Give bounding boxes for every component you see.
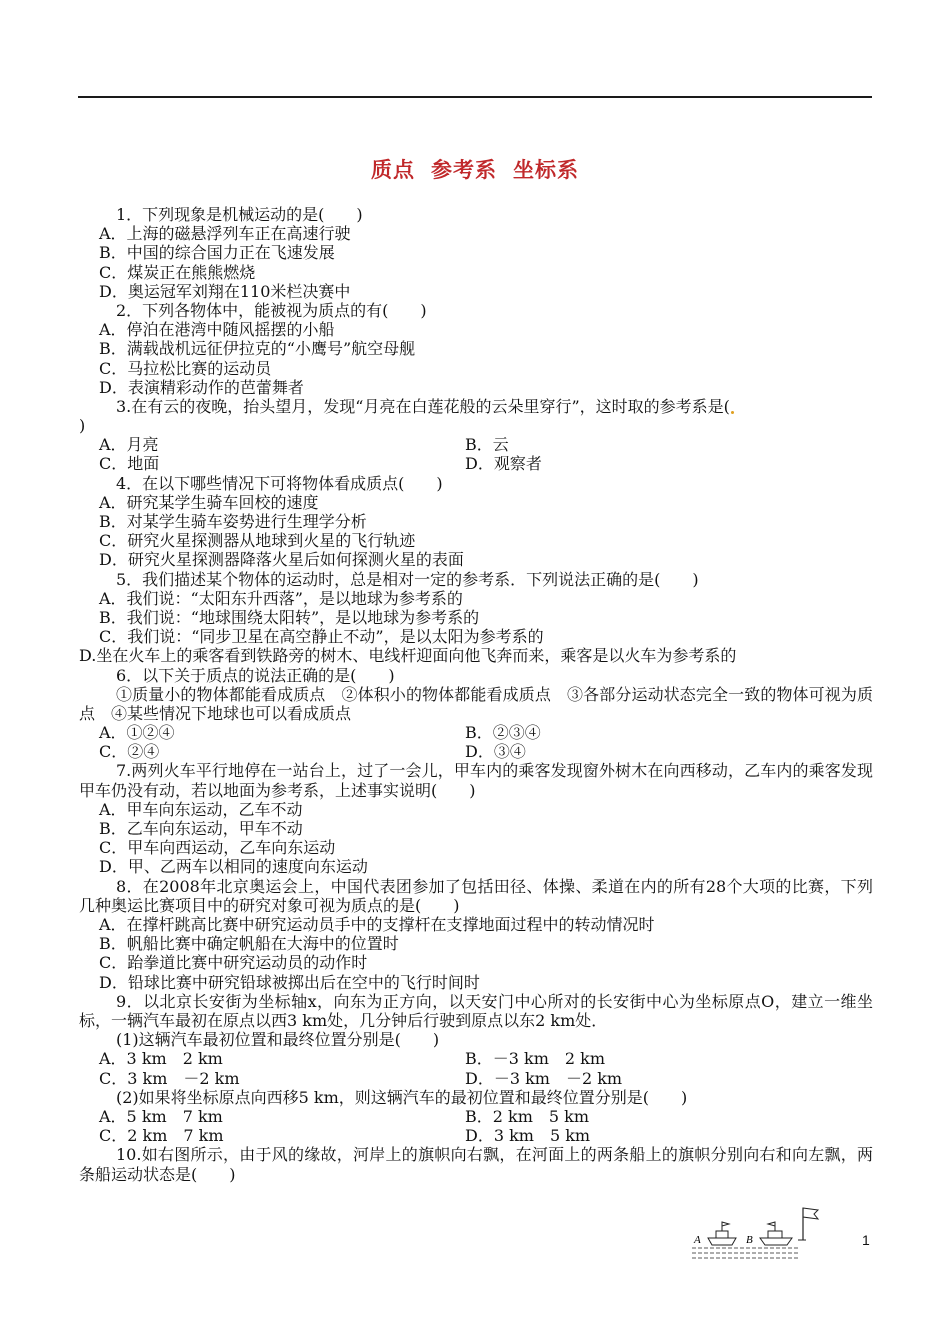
q6-option-b: B．②③④ xyxy=(465,723,541,743)
q6-option-d: D．③④ xyxy=(465,742,526,762)
q9-sub1-row-2 xyxy=(79,1069,873,1088)
q4-option-a: A．研究某学生骑车回校的速度 xyxy=(99,492,319,512)
q10-stem: 10.如右图所示，由于风的缘故，河岸上的旗帜向右飘，在河面上的两条船上的旗帜分别向右和向左飘，两条船运动状态是( ) xyxy=(79,1145,873,1184)
q8-option-a: A．在撑杆跳高比赛中研究运动员手中的支撑杆在支撑地面过程中的转动情况时 xyxy=(99,915,655,935)
boat-a-hull xyxy=(708,1238,736,1245)
q8-option-d: D．铅球比赛中研究铅球被掷出后在空中的飞行时间时 xyxy=(99,972,480,992)
boat-b-cabin xyxy=(768,1231,782,1238)
q6-options-row-2 xyxy=(79,742,873,761)
boat-a-label: A xyxy=(694,1234,701,1246)
page-number: 1 xyxy=(862,1232,870,1248)
q3-option-c: C．地面 xyxy=(99,454,160,474)
q1-option-c: C．煤炭正在熊熊燃烧 xyxy=(99,262,256,282)
q9-sub1-option-d: D．－3 km －2 km xyxy=(465,1068,623,1088)
q3-stem-text: 3.在有云的夜晚，抬头望月，发现“月亮在白莲花般的云朵里穿行”，这时取的参考系是( xyxy=(116,396,730,416)
question-list xyxy=(79,205,873,1184)
q2-option-b: B．满载战机远征伊拉克的“小鹰号”航空母舰 xyxy=(99,339,416,359)
q3-option-b: B．云 xyxy=(465,435,509,455)
q6-statements: ①质量小的物体都能看成质点 ②体积小的物体都能看成质点 ③各部分运动状态完全一致的物体可视为质点 ④某些情况下地球也可以看成质点 xyxy=(79,684,873,723)
q9-sub1-option-a: A．3 km 2 km xyxy=(99,1049,223,1069)
q4-option-d: D．研究火星探测器降落火星后如何探测火星的表面 xyxy=(99,550,464,570)
boats-flag-figure xyxy=(690,1200,830,1262)
q1-stem: 1．下列现象是机械运动的是( ) xyxy=(116,205,363,224)
q7-option-d: D．甲、乙两车以相同的速度向东运动 xyxy=(99,857,368,877)
q2-option-d: D．表演精彩动作的芭蕾舞者 xyxy=(99,377,304,397)
boats-flag-diagram xyxy=(690,1200,830,1262)
q8-option-c: C．跆拳道比赛中研究运动员的动作时 xyxy=(99,953,368,973)
q3-stem xyxy=(79,397,873,416)
q6-option-c: C．②④ xyxy=(99,742,160,762)
header-rule xyxy=(78,96,872,98)
q9-sub1-option-b: B．－3 km 2 km xyxy=(465,1049,606,1069)
boat-a-flag-icon xyxy=(722,1222,729,1226)
q3-options-row-1 xyxy=(79,435,873,454)
q6-options-row-1 xyxy=(79,723,873,742)
q9-sub2-option-a: A．5 km 7 km xyxy=(99,1106,223,1126)
q8-stem: 8．在2008年北京奥运会上，中国代表团参加了包括田径、体操、柔道在内的所有28个大项的比赛，下列几种奥运比赛项目中的研究对象可视为质点的是( ) xyxy=(79,876,873,915)
boat-b-flag-icon xyxy=(768,1222,775,1226)
title-part-1: 质点 xyxy=(371,158,415,182)
q7-stem: 7.两列火车平行地停在一站台上，过了一会儿，甲车内的乘客发现窗外树木在向西移动，乙车内的乘客发现甲车仍没有动，若以地面为参考系，上述事实说明( ) xyxy=(79,761,873,800)
q3-options-row-2 xyxy=(79,454,873,473)
mark-dot xyxy=(731,411,734,414)
q7-option-b: B．乙车向东运动，甲车不动 xyxy=(99,819,303,839)
q3-option-d: D．观察者 xyxy=(465,454,542,474)
q1-option-a: A．上海的磁悬浮列车正在高速行驶 xyxy=(99,224,351,244)
title-part-3: 坐标系 xyxy=(513,158,579,182)
q2-stem: 2．下列各物体中，能被视为质点的有( ) xyxy=(116,300,427,320)
boat-b-label: B xyxy=(746,1234,753,1246)
q9-stem: 9．以北京长安街为坐标轴x，向东为正方向，以天安门中心所对的长安街中心为坐标原点O，建立一维坐标，一辆汽车最初在原点以西3 km处，几分钟后行驶到原点以东2 km处． xyxy=(79,991,873,1030)
page-title xyxy=(0,154,950,184)
q9-sub1-stem: (1)这辆汽车最初位置和最终位置分别是( ) xyxy=(116,1030,440,1050)
q5-option-d: D.坐在火车上的乘客看到铁路旁的树木、电线杆迎面向他飞奔而来，乘客是以火车为参考系的 xyxy=(79,646,737,666)
q6-option-a: A．①②④ xyxy=(99,723,175,743)
q9-sub2-row-2 xyxy=(79,1126,873,1145)
q1-option-b: B．中国的综合国力正在飞速发展 xyxy=(99,243,335,263)
q5-option-c: C．我们说：“同步卫星在高空静止不动”，是以太阳为参考系的 xyxy=(99,627,544,647)
q4-option-b: B．对某学生骑车姿势进行生理学分析 xyxy=(99,512,367,531)
q3-option-a: A．月亮 xyxy=(99,435,159,455)
q8-option-b: B．帆船比赛中确定帆船在大海中的位置时 xyxy=(99,934,399,954)
boat-a-cabin xyxy=(716,1231,728,1238)
q6-stem: 6．以下关于质点的说法正确的是( ) xyxy=(116,665,395,685)
q9-sub2-stem: (2)如果将坐标原点向西移5 km，则这辆汽车的最初位置和最终位置分别是( ) xyxy=(116,1087,688,1107)
title-part-2: 参考系 xyxy=(431,158,497,182)
q7-option-a: A．甲车向东运动，乙车不动 xyxy=(99,799,303,819)
q2-option-c: C．马拉松比赛的运动员 xyxy=(99,358,272,378)
q5-option-a: A．我们说：“太阳东升西落”，是以地球为参考系的 xyxy=(99,588,463,608)
q9-sub2-option-b: B．2 km 5 km xyxy=(465,1106,590,1126)
q7-option-c: C．甲车向西运动，乙车向东运动 xyxy=(99,838,336,858)
q9-sub2-row-1 xyxy=(79,1107,873,1126)
q5-stem: 5．我们描述某个物体的运动时，总是相对一定的参考系．下列说法正确的是( ) xyxy=(116,569,699,589)
q9-sub2-option-d: D．3 km 5 km xyxy=(465,1126,591,1146)
q5-option-b: B．我们说：“地球围绕太阳转”，是以地球为参考系的 xyxy=(99,607,480,627)
q3-stem-end: ) xyxy=(79,416,86,436)
q2-option-a: A．停泊在港湾中随风摇摆的小船 xyxy=(99,320,335,340)
boat-b-hull xyxy=(760,1238,792,1245)
q9-sub1-option-c: C．3 km －2 km xyxy=(99,1068,240,1088)
flag-icon xyxy=(803,1208,818,1219)
q9-sub1-row-1 xyxy=(79,1049,873,1068)
q4-stem: 4．在以下哪些情况下可将物体看成质点( ) xyxy=(116,473,443,493)
q4-option-c: C．研究火星探测器从地球到火星的飞行轨迹 xyxy=(99,531,416,551)
q9-sub2-option-c: C．2 km 7 km xyxy=(99,1126,224,1146)
q1-option-d: D．奥运冠军刘翔在110米栏决赛中 xyxy=(99,281,351,301)
